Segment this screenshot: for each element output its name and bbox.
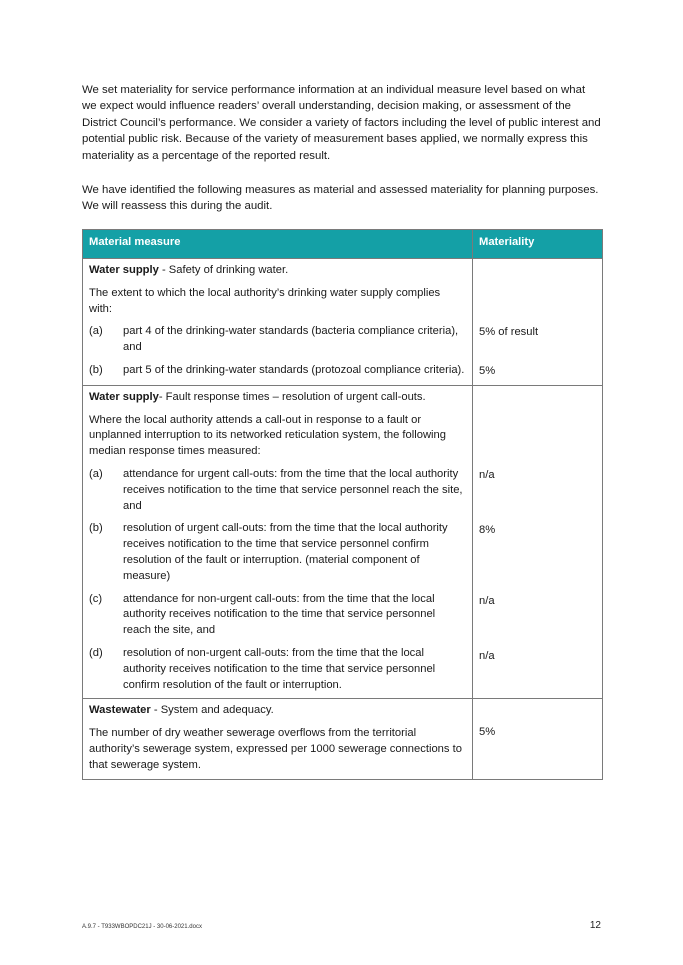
table-row-wastewater (83, 699, 603, 779)
footer-doc-ref: A.9.7 - T933WBOPDC21J - 30-06-2021.docx (82, 924, 202, 930)
item-text: part 5 of the drinking-water standards (protozoal compliance criteria). (123, 363, 465, 376)
intro-paragraph-2: We have identified the following measures as material and assessed materiality for planning purposes. We will reassess this during the audit. (82, 184, 599, 213)
header-material-measure: Material measure (83, 230, 473, 259)
section-title (89, 390, 466, 406)
section-description: The number of dry weather sewerage overflows from the territorial authority’s sewerage system, expressed per 1000 sewerage connections to that sewerage system. (89, 727, 462, 771)
table-row-fault-response (83, 385, 603, 699)
item-text: part 4 of the drinking-water standards (bacteria compliance criteria), and (123, 325, 459, 354)
section-title (89, 703, 466, 719)
list-item (89, 324, 466, 356)
materiality-value: n/a (479, 594, 495, 607)
materiality-value: 5% (479, 726, 496, 739)
section-description: The extent to which the local authority’s drinking water supply complies with: (89, 286, 441, 315)
section-title-bold: Wastewater (89, 704, 151, 717)
list-item (89, 363, 466, 379)
item-text: resolution of urgent call-outs: from the time that the local authority receives notification to the time that service personnel confirm resolution of the fault or interruption. (material component of measure) (123, 522, 448, 582)
item-label: (a) (89, 325, 103, 338)
item-label: (a) (89, 467, 103, 480)
item-text: attendance for urgent call-outs: from the time that the local authority receives notification to the time that service personnel reach the site, and (123, 467, 463, 512)
list-item (89, 521, 466, 584)
materiality-value: n/a (479, 468, 495, 481)
section-title-rest: - Safety of drinking water. (158, 264, 289, 276)
materiality-value: 5% (479, 365, 496, 377)
materiality-value: 5% of result (479, 326, 539, 338)
section-title-rest: - System and adequacy. (150, 704, 274, 717)
table-row-water-safety (83, 259, 603, 386)
header-materiality: Materiality (473, 230, 603, 259)
materiality-cell (473, 699, 603, 779)
materiality-table (82, 229, 603, 780)
measure-cell (83, 699, 473, 779)
item-label: (c) (89, 592, 103, 605)
section-title-bold: Water supply (89, 264, 159, 276)
materiality-value: n/a (479, 649, 495, 662)
table-header-row (83, 230, 603, 259)
section-description: Where the local authority attends a call-out in response to a fault or unplanned interruption to its networked reticulation system, the following median response times measured: (89, 413, 446, 458)
materiality-cell (473, 259, 603, 386)
materiality-value: 8% (479, 523, 496, 536)
item-label: (d) (89, 646, 103, 659)
item-text: attendance for non-urgent call-outs: from the time that the local authority receives notification to the time that service personnel reach the site, and (123, 592, 436, 637)
list-item (89, 646, 466, 693)
measure-cell (83, 259, 473, 386)
section-title-rest: - Fault response times – resolution of urgent call-outs. (158, 390, 426, 403)
materiality-cell (473, 385, 603, 699)
page-number: 12 (589, 920, 601, 931)
measure-cell (83, 385, 473, 699)
item-text: resolution of non-urgent call-outs: from the time that the local authority receives notification to the time that service personnel confirm resolution of the fault or interruption. (123, 646, 436, 691)
intro-paragraph-1: We set materiality for service performance information at an individual measure level based on what we expect would influence readers’ overall understanding, decision making, or assessment of the District Council’s performance. We consider a variety of factors including the level of public interest and potential public risk. Because of the variety of measurement bases applied, we normally express this materiality as a percentage of the reported result. (82, 84, 601, 162)
item-label: (b) (89, 363, 103, 376)
section-title (89, 263, 466, 279)
list-item (89, 467, 466, 514)
list-item (89, 592, 466, 639)
item-label: (b) (89, 522, 103, 535)
section-title-bold: Water supply (89, 390, 159, 403)
